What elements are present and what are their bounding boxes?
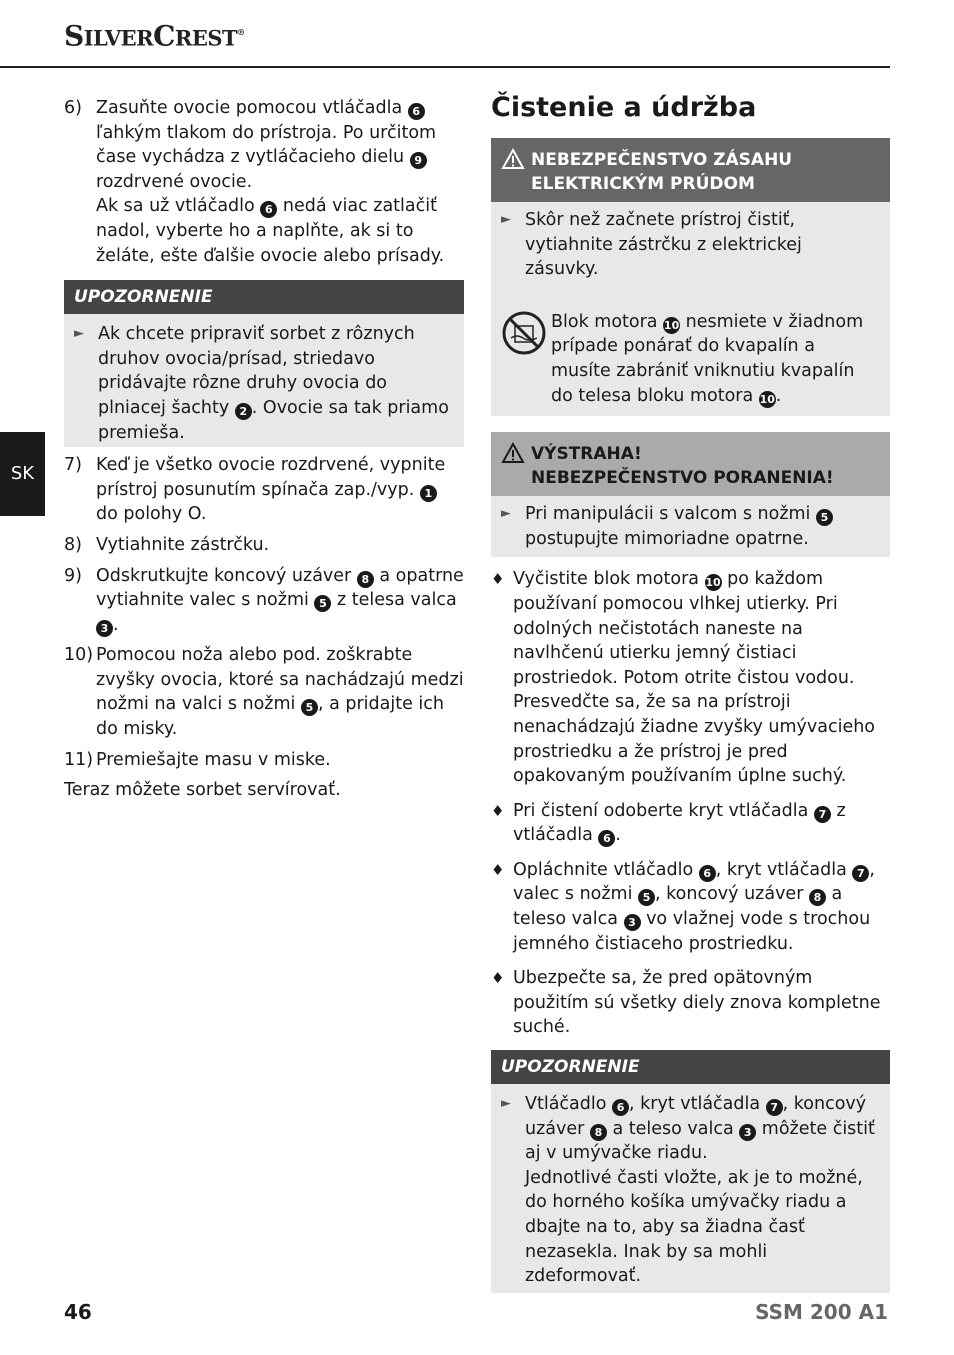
callout-badge: 7 xyxy=(852,865,869,882)
danger-item: ► Skôr než začnete prístroj čistiť, vytiahnite zástrčku z elektrickej zásuvky. xyxy=(501,208,880,282)
diamond-bullet-icon: ♦ xyxy=(491,570,505,589)
cleaning-list xyxy=(491,567,890,1040)
callout-badge: 7 xyxy=(814,806,831,823)
no-immersion-note: Blok motora 10 nesmiete v žiadnom prípade ponárať do kvapalín a musíte zabrániť vniknutiu kvapalín do telesa bloku motora 10. xyxy=(501,310,880,408)
arrow-bullet-icon: ► xyxy=(501,506,511,522)
callout-badge: 8 xyxy=(809,889,826,906)
callout-badge: 3 xyxy=(96,620,113,637)
right-column xyxy=(491,88,890,1293)
section-heading: Čistenie a údržba xyxy=(491,92,757,123)
callout-badge: 1 xyxy=(420,485,437,502)
step-7: 7) Keď je všetko ovocie rozdrvené, vypnite prístroj posunutím spínača zap./vyp. 1 do polohy O. xyxy=(64,455,446,525)
diamond-bullet-icon: ♦ xyxy=(491,969,505,988)
notice-item: ► Vtláčadlo 6 , kryt vtláčadla 7 , koncový uzáver 8 a teleso valca 3 môžete čistiť aj v umývačke riadu. Jednotlivé časti vložte, ak je to možné, do horného košíka umývačky riadu a dbajte na to, aby sa žiadna časť nezasekla. Inak by sa mohli zdeformovať. xyxy=(501,1092,880,1289)
diamond-bullet-icon: ♦ xyxy=(491,801,505,820)
warning-triangle-icon xyxy=(501,148,531,196)
callout-badge: 7 xyxy=(766,1099,783,1116)
warning-item: ► Pri manipulácii s valcom s nožmi 5 postupujte mimoriadne opatrne. xyxy=(501,502,880,551)
notice-box xyxy=(491,1050,890,1293)
list-item: ♦ Vyčistite blok motora 10 po každom používaní pomocou vlhkej utierky. Pri odolných nečistotách naneste na navlhčenú utierku jemný čistiaci prostriedok. Potom otrite čistou vodou. Presvedčte sa, že sa na prístroji nenachádzajú žiadne zvyšky umývacieho prostriedku a že prístroj je pred opakovaným používaním úplne suchý. xyxy=(491,567,890,788)
callout-badge: 6 xyxy=(612,1099,629,1116)
callout-badge: 10 xyxy=(759,392,775,406)
step-11: 11) Premiešajte masu v miske. xyxy=(64,749,331,770)
step-8: 8) Vytiahnite zástrčku. xyxy=(64,534,270,555)
step-6: 6) Zasuňte ovocie pomocou vtláčadla 6 ľahkým tlakom do prístroja. Po určitom čase vychádza z vytláčacieho dielu 9 rozdrvené ovocie. Ak sa už vtláčadlo 6 nedá viac zatlačiť nadol, vyberte ho a naplňte, ak si to želáte, ešte ďalšie ovocie alebo prísady. xyxy=(64,98,445,266)
arrow-bullet-icon: ► xyxy=(501,1096,511,1112)
callout-badge: 5 xyxy=(638,889,655,906)
closing-text: Teraz môžete sorbet servírovať. xyxy=(64,780,341,801)
model-number: SSM 200 A1 xyxy=(755,1300,888,1324)
danger-box xyxy=(491,138,890,416)
left-column xyxy=(64,96,464,803)
callout-badge: 8 xyxy=(590,1124,607,1141)
page-number: 46 xyxy=(64,1300,92,1324)
notice-box xyxy=(64,280,464,447)
callout-badge: 3 xyxy=(624,914,641,931)
callout-badge: 9 xyxy=(410,152,427,169)
arrow-bullet-icon: ► xyxy=(74,326,84,342)
callout-badge: 10 xyxy=(663,318,680,332)
language-tab: SK xyxy=(0,432,45,516)
notice-title: UPOZORNENIE xyxy=(64,280,464,314)
callout-badge: 6 xyxy=(699,865,716,882)
callout-badge: 2 xyxy=(235,403,252,420)
callout-badge: 5 xyxy=(314,595,331,612)
callout-badge: 3 xyxy=(739,1124,756,1141)
notice-item: ► Ak chcete pripraviť sorbet z rôznych druhov ovocia/prísad, striedavo pridávajte rôzne druhy ovocia do plniacej šachty 2 . Ovocie sa tak priamo premieša. xyxy=(74,322,454,445)
step-10: 10) Pomocou noža alebo pod. zoškrabte zvyšky ovocia, ktoré sa nachádzajú medzi nožmi na valci s nožmi 5 , a pridajte ich do misky. xyxy=(64,645,464,740)
callout-badge: 5 xyxy=(301,699,318,716)
notice-title: UPOZORNENIE xyxy=(491,1050,890,1084)
arrow-bullet-icon: ► xyxy=(501,212,511,227)
warning-box xyxy=(491,432,890,557)
diamond-bullet-icon: ♦ xyxy=(491,860,505,879)
callout-badge: 10 xyxy=(705,576,721,590)
callout-badge: 6 xyxy=(260,201,277,218)
brand-logo: SILVERCREST® xyxy=(64,19,245,53)
danger-title: NEBEZPEČENSTVO ZÁSAHU ELEKTRICKÝM PRÚDOM xyxy=(491,138,890,202)
list-item: ♦ Pri čistení odoberte kryt vtláčadla 7 z vtláčadla 6 . xyxy=(491,799,890,848)
callout-badge: 6 xyxy=(598,830,615,847)
callout-badge: 8 xyxy=(357,571,374,588)
list-item: ♦ Ubezpečte sa, že pred opätovným použitím sú všetky diely znova kompletne suché. xyxy=(491,966,890,1040)
step-9: 9) Odskrutkujte koncový uzáver 8 a opatrne vytiahnite valec s nožmi 5 z telesa valca 3 . xyxy=(64,565,464,635)
warning-triangle-icon xyxy=(501,442,531,490)
callout-badge: 5 xyxy=(816,509,833,526)
header-rule xyxy=(0,66,890,68)
warning-title: VÝSTRAHA! NEBEZPEČENSTVO PORANENIA! xyxy=(491,432,890,496)
list-item: ♦ Opláchnite vtláčadlo 6 , kryt vtláčadla 7 , valec s nožmi 5 , koncový uzáver 8 a teleso valca 3 vo vlažnej vode s trochou jemného čistiaceho prostriedku. xyxy=(491,858,890,956)
no-immersion-icon xyxy=(501,310,551,408)
callout-badge: 6 xyxy=(408,103,425,120)
